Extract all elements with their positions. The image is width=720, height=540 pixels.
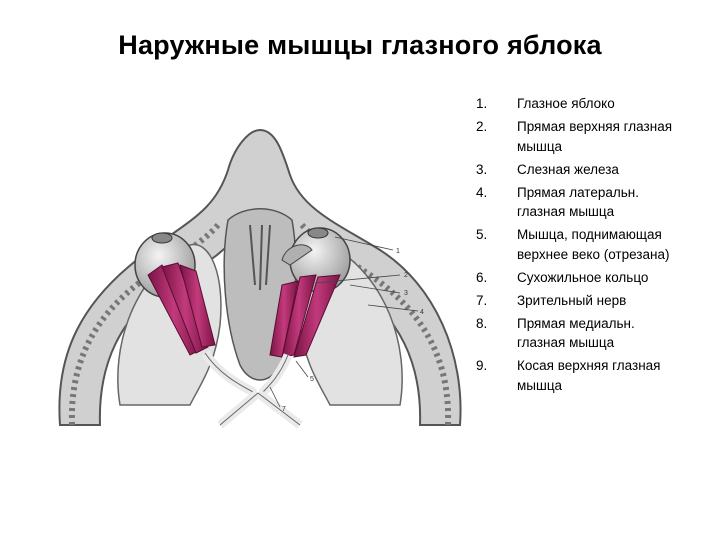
figure-label-2: 2 (404, 272, 408, 279)
legend-item (476, 356, 716, 395)
legend-item (476, 183, 716, 222)
legend-item (476, 314, 716, 353)
slide-title: Наружные мышцы глазного яблока (118, 30, 602, 60)
legend-text: Зрительный нерв (517, 292, 627, 308)
figure-label-1: 1 (396, 248, 400, 255)
legend-item (476, 291, 716, 311)
figure-label-7: 7 (282, 406, 286, 413)
legend-number: 6. (476, 269, 488, 285)
legend-number: 5. (476, 227, 488, 242)
legend-item (476, 117, 716, 156)
eye-muscles-illustration (50, 125, 470, 435)
figure-label-4: 4 (420, 309, 424, 316)
legend-number: 2. (476, 119, 488, 134)
legend-item (476, 94, 716, 114)
legend-text: Косая верхняя глазная мышца (517, 358, 661, 393)
legend-item (476, 160, 716, 180)
legend-text: Глазное яблоко (517, 96, 615, 111)
legend-item (476, 225, 716, 264)
legend-text: Прямая медиальн. глазная мышца (517, 315, 635, 350)
legend-number: 3. (476, 161, 488, 177)
figure-label-5: 5 (310, 376, 314, 383)
optic-chiasm (220, 393, 300, 425)
legend-text: Мышца, поднимающая верхнее веко (отрезана) (517, 227, 670, 262)
legend-number: 9. (476, 358, 488, 373)
legend-list (476, 94, 716, 399)
legend-number: 8. (476, 315, 488, 331)
legend-text: Прямая латеральн. глазная мышца (517, 184, 639, 219)
legend-text: Сухожильное кольцо (517, 269, 649, 285)
legend-number: 1. (476, 96, 488, 111)
legend-item (476, 268, 716, 288)
legend-number: 4. (476, 184, 488, 200)
legend-text: Слезная железа (517, 161, 619, 177)
legend-text: Прямая верхняя глазная мышца (517, 119, 673, 154)
figure-label-3: 3 (404, 290, 408, 297)
legend-number: 7. (476, 292, 488, 308)
